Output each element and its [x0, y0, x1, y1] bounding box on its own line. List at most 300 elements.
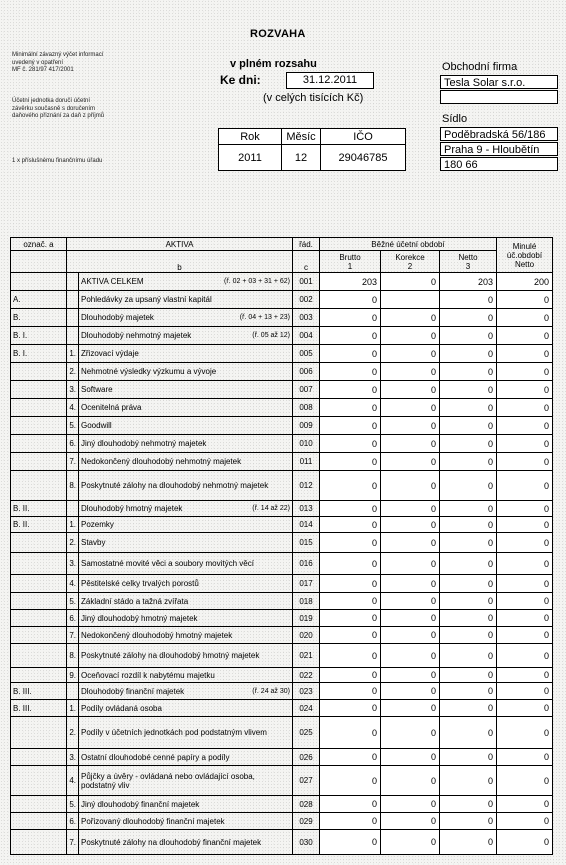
row-line-number: 002: [293, 291, 320, 309]
row-line-number: 014: [293, 517, 320, 533]
netto-value: 0: [440, 363, 497, 381]
netto-value: 0: [440, 683, 497, 700]
brutto-value: 0: [320, 453, 381, 471]
row-label: [79, 417, 293, 435]
row-line-number: 021: [293, 644, 320, 668]
row-line-number: 023: [293, 683, 320, 700]
table-row: [11, 273, 553, 291]
prior-netto-value: 0: [497, 345, 553, 363]
row-designation: [11, 381, 67, 399]
prior-netto-value: 0: [497, 593, 553, 610]
prior-netto-value: 0: [497, 813, 553, 830]
row-label-text: AKTIVA CELKEM: [81, 277, 144, 286]
row-label: [79, 399, 293, 417]
korekce-value: 0: [381, 327, 440, 345]
row-designation: [11, 627, 67, 644]
brutto-value: 0: [320, 749, 381, 766]
row-label: [79, 553, 293, 575]
row-label: [79, 644, 293, 668]
netto-value: 0: [440, 399, 497, 417]
row-designation: [11, 796, 67, 813]
brutto-value: 0: [320, 610, 381, 627]
netto-value: 0: [440, 291, 497, 309]
brutto-value: 0: [320, 766, 381, 796]
netto-value: 0: [440, 627, 497, 644]
netto-value: 0: [440, 644, 497, 668]
row-label-text: Podíly ovládaná osoba: [81, 703, 162, 713]
netto-value: 0: [440, 417, 497, 435]
prior-netto-value: 0: [497, 399, 553, 417]
row-formula: (ř. 14 až 22): [252, 505, 290, 512]
document-title: ROZVAHA: [250, 28, 306, 40]
delivery-note-line: Účetní jednotka doručí účetní: [12, 98, 91, 104]
netto-value: 0: [440, 610, 497, 627]
row-designation: [11, 273, 67, 291]
korekce-value: 0: [381, 417, 440, 435]
row-line-number: 030: [293, 830, 320, 855]
delivery-note-line: závěrku současně s doručením: [12, 105, 96, 112]
brutto-value: 0: [320, 381, 381, 399]
netto-value: 0: [440, 381, 497, 399]
header-c: c: [293, 251, 320, 273]
korekce-value: 0: [381, 501, 440, 517]
legal-note-line: Minimální závazný výčet informací: [12, 52, 104, 58]
netto-value: 0: [440, 345, 497, 363]
netto-value: 0: [440, 327, 497, 345]
row-label-text: Dlouhodobý majetek: [81, 313, 154, 322]
row-number: [67, 273, 79, 291]
row-label: [79, 749, 293, 766]
netto-value: 0: [440, 575, 497, 593]
row-designation: B. I.: [11, 327, 67, 345]
row-number: 2.: [67, 717, 79, 749]
brutto-value: 0: [320, 399, 381, 417]
row-designation: B. III.: [11, 683, 67, 700]
row-label-text: Poskytnuté zálohy na dlouhodobý nehmotný majetek: [81, 481, 269, 490]
row-label-text: Oceňovací rozdíl k nabytému majetku: [81, 670, 215, 680]
brutto-value: 0: [320, 327, 381, 345]
row-line-number: 019: [293, 610, 320, 627]
header-rad: řád.: [293, 238, 320, 251]
row-number: 4.: [67, 766, 79, 796]
header-empty: [11, 251, 67, 273]
row-label: [79, 796, 293, 813]
netto-value: 0: [440, 471, 497, 501]
netto-value: 203: [440, 273, 497, 291]
row-designation: [11, 644, 67, 668]
row-line-number: 020: [293, 627, 320, 644]
header-netto: Netto 3: [440, 251, 497, 273]
row-label-text: Pěstitelské celky trvalých porostů: [81, 579, 199, 588]
korekce-value: 0: [381, 273, 440, 291]
row-line-number: 026: [293, 749, 320, 766]
brutto-value: 0: [320, 309, 381, 327]
netto-value: 0: [440, 553, 497, 575]
row-line-number: 001: [293, 273, 320, 291]
row-label-text: Samostatné movité věci a soubory movitých věcí: [81, 559, 254, 568]
netto-value: 0: [440, 813, 497, 830]
row-number: 1.: [67, 700, 79, 717]
ico-header: IČO: [321, 129, 406, 145]
prior-netto-value: 0: [497, 291, 553, 309]
month-header: Měsíc: [282, 129, 321, 145]
korekce-value: 0: [381, 363, 440, 381]
legal-note-line: uvedený v opatření: [12, 59, 64, 66]
seat-label: Sídlo: [442, 113, 468, 125]
row-label-text: Pozemky: [81, 520, 114, 529]
row-label-text: Poskytnuté zálohy na dlouhodobý hmotný majetek: [81, 651, 260, 660]
row-number: [67, 501, 79, 517]
row-label-text: Ostatní dlouhodobé cenné papíry a podíly: [81, 752, 230, 762]
row-label: [79, 435, 293, 453]
netto-value: 0: [440, 453, 497, 471]
seat-line-1: Poděbradská 56/186: [440, 127, 558, 141]
brutto-value: 0: [320, 417, 381, 435]
table-row: [11, 813, 553, 830]
netto-value: 0: [440, 533, 497, 553]
prior-netto-value: 0: [497, 830, 553, 855]
table-row: [11, 717, 553, 749]
prior-netto-value: 0: [497, 644, 553, 668]
row-label: [79, 309, 293, 327]
row-designation: B. III.: [11, 700, 67, 717]
row-designation: B. II.: [11, 501, 67, 517]
row-label: [79, 700, 293, 717]
korekce-value: 0: [381, 381, 440, 399]
prior-netto-value: 0: [497, 417, 553, 435]
table-row: [11, 435, 553, 453]
table-row: [11, 517, 553, 533]
prior-netto-value: 200: [497, 273, 553, 291]
netto-value: 0: [440, 796, 497, 813]
row-line-number: 011: [293, 453, 320, 471]
row-formula: (ř. 24 až 30): [252, 687, 290, 695]
brutto-value: 0: [320, 575, 381, 593]
table-row: [11, 627, 553, 644]
row-line-number: 018: [293, 593, 320, 610]
brutto-value: 0: [320, 830, 381, 855]
row-designation: [11, 363, 67, 381]
row-number: 2.: [67, 533, 79, 553]
row-label-text: Zřizovací výdaje: [81, 349, 139, 358]
korekce-value: 0: [381, 610, 440, 627]
row-designation: [11, 717, 67, 749]
table-row: [11, 453, 553, 471]
seat-line-3: 180 66: [440, 157, 558, 171]
header-korekce: Korekce 2: [381, 251, 440, 273]
delivery-note-line: daňového přiznání za daň z příjmů: [12, 113, 105, 119]
row-label: [79, 683, 293, 700]
row-label: [79, 668, 293, 683]
row-number: [67, 683, 79, 700]
row-label-text: Pohledávky za upsaný vlastní kapitál: [81, 295, 212, 304]
delivery-note-block: [12, 98, 122, 121]
korekce-value: 0: [381, 309, 440, 327]
brutto-value: 0: [320, 553, 381, 575]
netto-value: 0: [440, 435, 497, 453]
row-label: [79, 830, 293, 855]
row-label-text: Nedokončený dlouhodobý nehmotný majetek: [81, 457, 242, 466]
row-label-text: Pořizovaný dlouhodobý finanční majetek: [81, 816, 225, 826]
row-line-number: 008: [293, 399, 320, 417]
korekce-value: 0: [381, 627, 440, 644]
row-line-number: 017: [293, 575, 320, 593]
row-number: 4.: [67, 575, 79, 593]
prior-netto-value: 0: [497, 766, 553, 796]
month-value: 12: [282, 145, 321, 171]
brutto-value: 0: [320, 501, 381, 517]
row-designation: [11, 417, 67, 435]
korekce-value: 0: [381, 593, 440, 610]
header-brutto: Brutto 1: [320, 251, 381, 273]
korekce-value: 0: [381, 345, 440, 363]
brutto-value: 0: [320, 363, 381, 381]
legal-note-line: MF č. 281/97 417/2001: [12, 67, 74, 73]
korekce-value: 0: [381, 668, 440, 683]
row-label: [79, 501, 293, 517]
row-number: 6.: [67, 435, 79, 453]
row-label-text: Ocenitelná práva: [81, 403, 142, 412]
korekce-value: 0: [381, 435, 440, 453]
row-number: 4.: [67, 399, 79, 417]
row-label-text: Nehmotné výsledky výzkumu a vývoje: [81, 367, 217, 376]
prior-netto-value: 0: [497, 533, 553, 553]
row-number: 7.: [67, 830, 79, 855]
table-row: [11, 501, 553, 517]
row-number: 7.: [67, 453, 79, 471]
row-number: 8.: [67, 644, 79, 668]
row-formula: (ř. 04 + 13 + 23): [239, 314, 290, 321]
table-row: [11, 345, 553, 363]
row-label: [79, 381, 293, 399]
row-number: 7.: [67, 627, 79, 644]
row-designation: [11, 533, 67, 553]
ico-value: 29046785: [321, 145, 406, 171]
row-label: [79, 453, 293, 471]
row-label: [79, 345, 293, 363]
korekce-value: 0: [381, 813, 440, 830]
netto-value: 0: [440, 830, 497, 855]
row-designation: B.: [11, 309, 67, 327]
date-label: Ke dni:: [220, 73, 261, 87]
brutto-value: 0: [320, 717, 381, 749]
netto-value: 0: [440, 749, 497, 766]
row-designation: [11, 830, 67, 855]
row-line-number: 028: [293, 796, 320, 813]
table-row: [11, 610, 553, 627]
row-line-number: 009: [293, 417, 320, 435]
row-label-text: Nedokončený dlouhodobý hmotný majetek: [81, 630, 233, 640]
copies-note: 1 x příslušnému finančnímu úřadu: [12, 158, 103, 164]
brutto-value: 0: [320, 668, 381, 683]
row-line-number: 015: [293, 533, 320, 553]
row-line-number: 013: [293, 501, 320, 517]
row-designation: [11, 453, 67, 471]
korekce-value: 0: [381, 533, 440, 553]
units-label: (v celých tisících Kč): [263, 92, 364, 104]
prior-netto-value: 0: [497, 501, 553, 517]
row-number: 3.: [67, 553, 79, 575]
row-label: [79, 273, 293, 291]
prior-netto-value: 0: [497, 627, 553, 644]
korekce-value: [381, 291, 440, 309]
header-current-period: Běžné účetní období: [320, 238, 497, 251]
korekce-value: 0: [381, 553, 440, 575]
prior-netto-value: 0: [497, 327, 553, 345]
korekce-value: 0: [381, 830, 440, 855]
row-label-text: Půjčky a úvěry - ovládaná nebo ovládající osoba, podstatný vliv: [81, 771, 255, 790]
header-aktiva: AKTIVA: [67, 238, 293, 251]
row-label-text: Jiný dlouhodobý nehmotný majetek: [81, 439, 207, 448]
table-row: [11, 700, 553, 717]
row-line-number: 006: [293, 363, 320, 381]
prior-netto-value: 0: [497, 700, 553, 717]
korekce-value: 0: [381, 683, 440, 700]
netto-value: 0: [440, 766, 497, 796]
row-label: [79, 717, 293, 749]
row-designation: B. II.: [11, 517, 67, 533]
brutto-value: 0: [320, 683, 381, 700]
date-field: 31.12.2011: [286, 72, 374, 89]
table-row: [11, 533, 553, 553]
table-row: [11, 749, 553, 766]
row-designation: [11, 610, 67, 627]
row-label-text: Stavby: [81, 538, 106, 547]
brutto-value: 0: [320, 471, 381, 501]
row-label-text: Software: [81, 385, 113, 394]
row-number: 8.: [67, 471, 79, 501]
prior-netto-value: 0: [497, 668, 553, 683]
firm-label: Obchodní firma: [442, 61, 518, 73]
brutto-value: 0: [320, 291, 381, 309]
row-label: [79, 327, 293, 345]
netto-value: 0: [440, 668, 497, 683]
brutto-value: 0: [320, 517, 381, 533]
row-number: 1.: [67, 517, 79, 533]
row-label-text: Goodwill: [81, 421, 112, 430]
table-row: [11, 399, 553, 417]
prior-netto-value: 0: [497, 683, 553, 700]
row-label: [79, 291, 293, 309]
prior-netto-value: 0: [497, 717, 553, 749]
row-label-text: Dlouhodobý finanční majetek: [81, 686, 185, 696]
brutto-value: 0: [320, 593, 381, 610]
row-number: [67, 309, 79, 327]
brutto-value: 0: [320, 644, 381, 668]
header-oznac: označ. a: [11, 238, 67, 251]
row-label: [79, 610, 293, 627]
brutto-value: 0: [320, 813, 381, 830]
row-label: [79, 533, 293, 553]
row-line-number: 027: [293, 766, 320, 796]
row-label: [79, 627, 293, 644]
prior-netto-value: 0: [497, 381, 553, 399]
korekce-value: 0: [381, 399, 440, 417]
row-designation: [11, 766, 67, 796]
row-label: [79, 593, 293, 610]
row-number: 5.: [67, 593, 79, 610]
table-row: [11, 796, 553, 813]
row-label-text: Jiný dlouhodobý hmotný majetek: [81, 613, 198, 623]
korekce-value: 0: [381, 717, 440, 749]
brutto-value: 0: [320, 435, 381, 453]
row-formula: (ř. 05 až 12): [252, 332, 290, 339]
scope-label: v plném rozsahu: [230, 58, 317, 70]
row-line-number: 007: [293, 381, 320, 399]
row-line-number: 025: [293, 717, 320, 749]
row-label-text: Základní stádo a tažná zvířata: [81, 596, 189, 606]
row-label-text: Dlouhodobý nehmotný majetek: [81, 331, 192, 340]
row-label-text: Podíly v účetních jednotkách pod podstatným vlivem: [81, 728, 267, 737]
row-line-number: 029: [293, 813, 320, 830]
netto-value: 0: [440, 593, 497, 610]
year-value: 2011: [219, 145, 282, 171]
table-row: [11, 575, 553, 593]
prior-netto-value: 0: [497, 363, 553, 381]
year-month-ico-table: [218, 128, 406, 171]
table-row: [11, 327, 553, 345]
row-label: [79, 363, 293, 381]
row-line-number: 016: [293, 553, 320, 575]
row-number: 6.: [67, 813, 79, 830]
row-designation: [11, 593, 67, 610]
table-row: [11, 766, 553, 796]
table-row: [11, 363, 553, 381]
row-designation: [11, 575, 67, 593]
korekce-value: 0: [381, 749, 440, 766]
row-line-number: 005: [293, 345, 320, 363]
assets-table: [10, 237, 553, 855]
prior-netto-value: 0: [497, 517, 553, 533]
row-designation: [11, 471, 67, 501]
korekce-value: 0: [381, 471, 440, 501]
brutto-value: 203: [320, 273, 381, 291]
row-formula: (ř. 02 + 03 + 31 + 62): [224, 278, 290, 285]
header-prior-period: Minulé úč.období Netto: [497, 238, 553, 273]
row-number: 6.: [67, 610, 79, 627]
row-designation: [11, 435, 67, 453]
netto-value: 0: [440, 717, 497, 749]
firm-name-field: Tesla Solar s.r.o.: [440, 75, 558, 89]
row-line-number: 012: [293, 471, 320, 501]
brutto-value: 0: [320, 796, 381, 813]
prior-netto-value: 0: [497, 435, 553, 453]
row-line-number: 003: [293, 309, 320, 327]
row-number: 3.: [67, 381, 79, 399]
row-label: [79, 471, 293, 501]
korekce-value: 0: [381, 575, 440, 593]
row-designation: B. I.: [11, 345, 67, 363]
row-label: [79, 813, 293, 830]
row-designation: [11, 399, 67, 417]
row-label-text: Jiný dlouhodobý finanční majetek: [81, 799, 200, 809]
firm-name-field-2: [440, 90, 558, 104]
table-row: [11, 417, 553, 435]
table-row: [11, 668, 553, 683]
prior-netto-value: 0: [497, 610, 553, 627]
prior-netto-value: 0: [497, 309, 553, 327]
table-row: [11, 553, 553, 575]
row-line-number: 004: [293, 327, 320, 345]
header-b: b: [67, 251, 293, 273]
year-header: Rok: [219, 129, 282, 145]
row-designation: [11, 668, 67, 683]
korekce-value: 0: [381, 453, 440, 471]
row-designation: [11, 553, 67, 575]
table-row: [11, 644, 553, 668]
prior-netto-value: 0: [497, 796, 553, 813]
row-label: [79, 766, 293, 796]
